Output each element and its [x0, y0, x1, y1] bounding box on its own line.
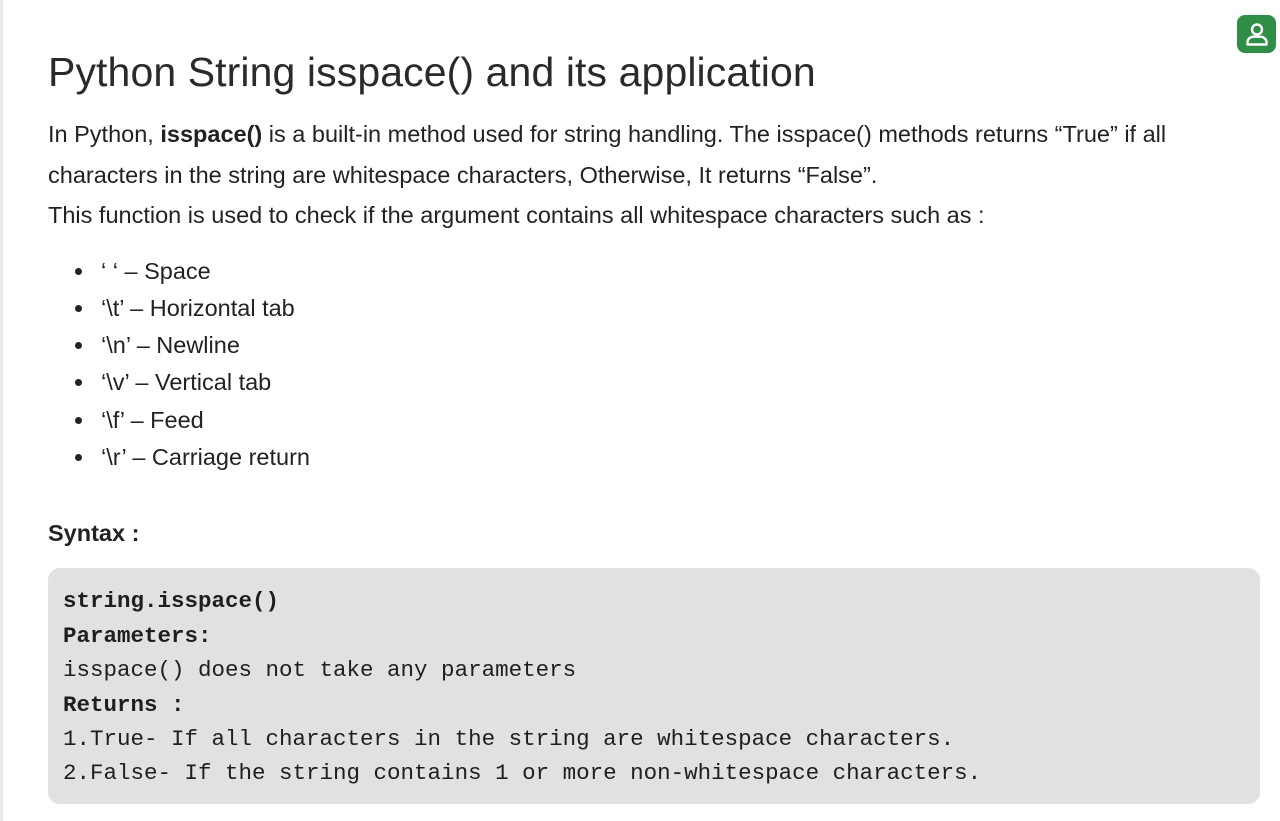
code-line-return-false: 2.False- If the string contains 1 or more non-whitespace characters. — [63, 760, 982, 787]
bullet-dot — [75, 342, 82, 349]
list-item — [48, 364, 1260, 401]
code-line-return-true: 1.True- If all characters in the string are whitespace characters. — [63, 725, 955, 752]
code-block[interactable] — [48, 568, 1260, 804]
whitespace-list — [48, 253, 1260, 477]
list-item-text: ‘\v’ – Vertical tab — [101, 369, 272, 396]
bullet-dot — [75, 268, 82, 275]
list-item — [48, 402, 1260, 439]
page-title: Python String isspace() and its application — [48, 49, 816, 95]
article-content — [48, 44, 1260, 804]
intro-paragraph — [48, 114, 1218, 236]
code-line-parameters-desc: isspace() does not take any parameters — [63, 657, 577, 684]
intro-line2: This function is used to check if the argument contains all whitespace characters such as : — [48, 202, 985, 228]
code-line-returns-label: Returns : — [63, 691, 185, 718]
list-item-text: ‘ ‘ – Space — [101, 257, 211, 284]
bullet-dot — [75, 379, 82, 386]
list-item-text: ‘\f’ – Feed — [101, 406, 204, 433]
list-item — [48, 439, 1260, 476]
intro-prefix: In Python, — [48, 121, 161, 147]
bullet-dot — [75, 454, 82, 461]
method-name: isspace() — [160, 121, 263, 147]
list-item — [48, 253, 1260, 290]
list-item — [48, 327, 1260, 364]
syntax-heading: Syntax : — [48, 520, 140, 547]
bullet-dot — [75, 305, 82, 312]
code-line-parameters-label: Parameters: — [63, 622, 212, 649]
code-line-signature: string.isspace() — [63, 588, 280, 615]
page-left-edge — [0, 0, 3, 821]
list-item-text: ‘\t’ – Horizontal tab — [101, 294, 295, 321]
list-item-text: ‘\n’ – Newline — [101, 332, 240, 359]
list-item-text: ‘\r’ – Carriage return — [101, 443, 310, 470]
list-item — [48, 290, 1260, 327]
intro-rest: is a built-in method used for string handling. The isspace() methods returns “True” if all characters in the string are whitespace characters, Otherwise, It returns “False”. — [48, 121, 1167, 188]
bullet-dot — [75, 417, 82, 424]
